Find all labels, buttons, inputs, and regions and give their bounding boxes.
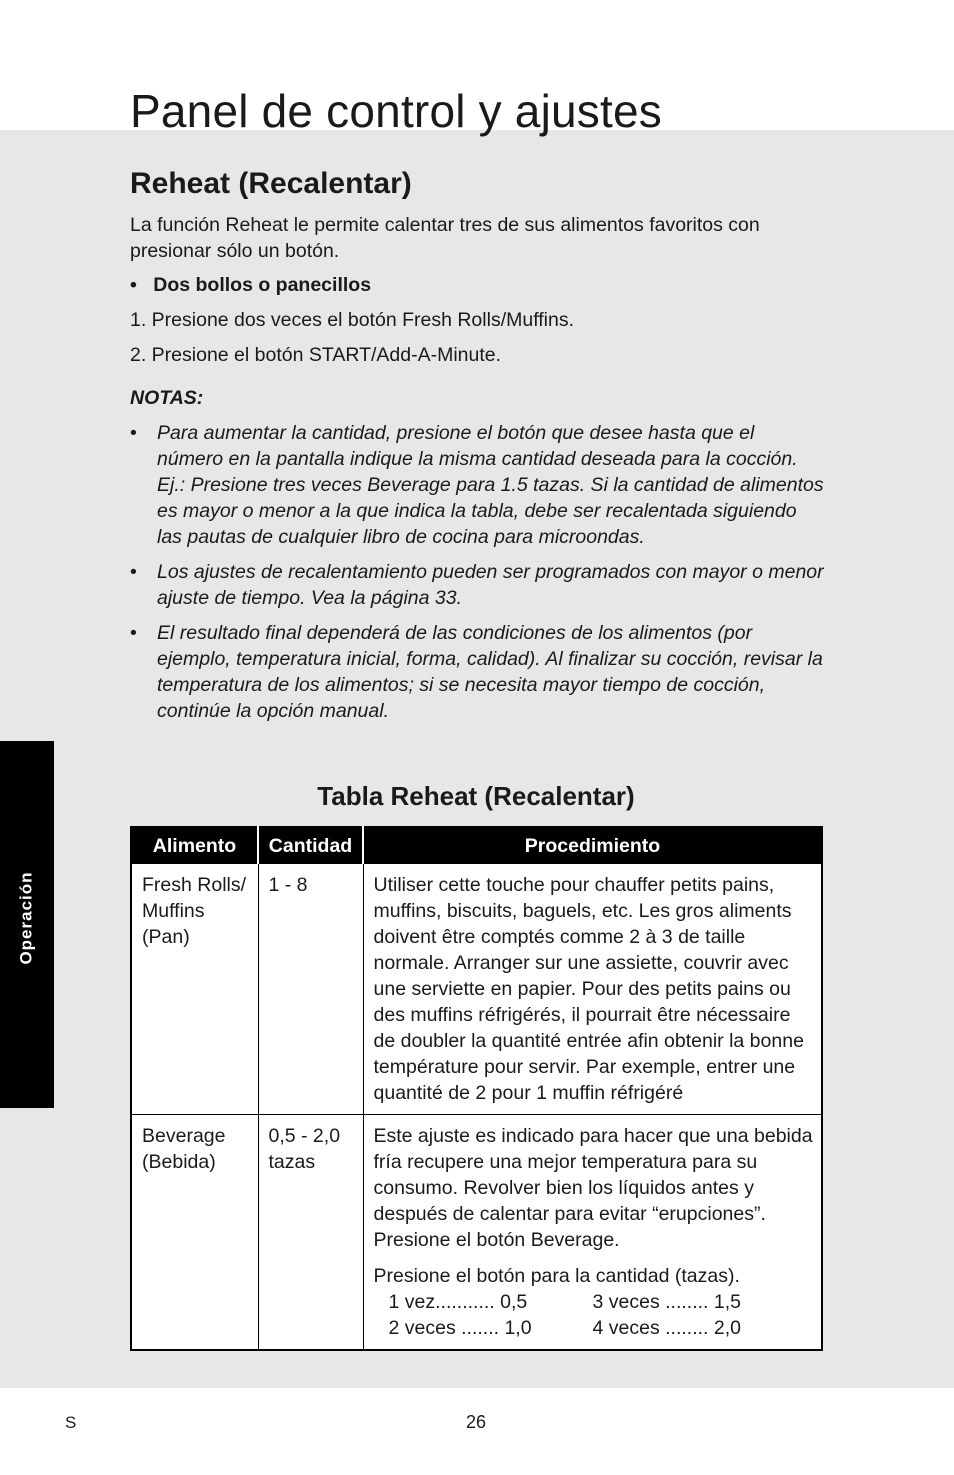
- press-count-row: [374, 1315, 814, 1341]
- food-cell: Beverage (Bebida): [131, 1115, 258, 1351]
- quantity-cell: 1 - 8: [258, 864, 363, 1115]
- side-tab-label-wrap: [0, 741, 54, 1108]
- press-count: 2 veces ....... 1,0: [388, 1317, 532, 1339]
- page-title: Panel de control y ajustes: [130, 85, 662, 137]
- step-1: 1. Presione dos veces el botón Fresh Rolls/Muffins.: [130, 309, 575, 331]
- press-count: 1 vez........... 0,5: [388, 1291, 528, 1313]
- header-food: Alimento: [131, 827, 258, 864]
- header-quantity: Cantidad: [258, 827, 363, 864]
- press-count-row: [374, 1289, 814, 1315]
- procedure-text: Este ajuste es indicado para hacer que una bebida fría recupere una mejor temperatura para su consumo. Revolver bien los líquidos antes y después de calentar para evitar “erupciones”. Presione el botón Beverage.: [373, 1125, 813, 1251]
- table-row: [131, 1115, 822, 1351]
- table-title: Tabla Reheat (Recalentar): [317, 781, 635, 811]
- bullet-item-text: Dos bollos o panecillos: [153, 274, 372, 296]
- notes-label: NOTAS:: [130, 387, 204, 409]
- intro-paragraph: La función Reheat le permite calentar tres de sus alimentos favoritos con presionar sólo un botón.: [130, 214, 760, 262]
- note-item: • El resultado final dependerá de las condiciones de los alimentos (por ejemplo, temperatura inicial, forma, calidad). Al finalizar su cocción, revisar la temperatura de los alimentos; si se necesita mayor tiempo de cocción, continúe la opción manual.: [130, 620, 825, 724]
- bullet-item: • Dos bollos o panecillos: [130, 274, 372, 296]
- procedure-extra: Presione el botón para la cantidad (tazas).: [373, 1265, 740, 1287]
- footer-language-code: S: [65, 1413, 77, 1432]
- press-count: 3 veces ........ 1,5: [592, 1291, 741, 1313]
- header-procedure: Procedimiento: [363, 827, 822, 864]
- table-row: [131, 864, 822, 1115]
- page-number: 26: [466, 1412, 487, 1432]
- table-header-row: [131, 827, 822, 864]
- step-2: 2. Presione el botón START/Add-A-Minute.: [130, 344, 502, 366]
- notes-list: [130, 420, 825, 733]
- press-count: 4 veces ........ 2,0: [592, 1317, 741, 1339]
- side-tab-label: Operación: [17, 871, 36, 965]
- food-cell: Fresh Rolls/ Muffins (Pan): [131, 864, 258, 1115]
- section-title: Reheat (Recalentar): [130, 167, 412, 200]
- procedure-cell: [363, 1115, 822, 1351]
- procedure-cell: Utiliser cette touche pour chauffer petits pains, muffins, biscuits, baguels, etc. Les gros aliments doivent être comptés comme 2 à 3 de taille normale. Arranger sur une assiette, couvrir avec une serviette en papier. Pour des petits pains ou des muffins réfrigérés, il pourrait être nécessaire de doubler la quantité entrée afin obtenir la bonne température pour servir. Par exemple, entrer une quantité de 2 pour 1 muffin réfrigéré: [363, 864, 822, 1115]
- note-item: • Para aumentar la cantidad, presione el botón que desee hasta que el número en la pantalla indique la misma cantidad deseada para la cocción. Ej.: Presione tres veces Beverage para 1.5 tazas. Si la cantidad de alimentos es mayor o menor a la que indica la tabla, debe ser recalentada siguiendo las pautas de cualquier libro de cocina para microondas.: [130, 420, 825, 550]
- reheat-table: [130, 826, 823, 1351]
- note-item: • Los ajustes de recalentamiento pueden ser programados con mayor o menor ajuste de tiempo. Vea la página 33.: [130, 559, 825, 611]
- quantity-cell: 0,5 - 2,0 tazas: [258, 1115, 363, 1351]
